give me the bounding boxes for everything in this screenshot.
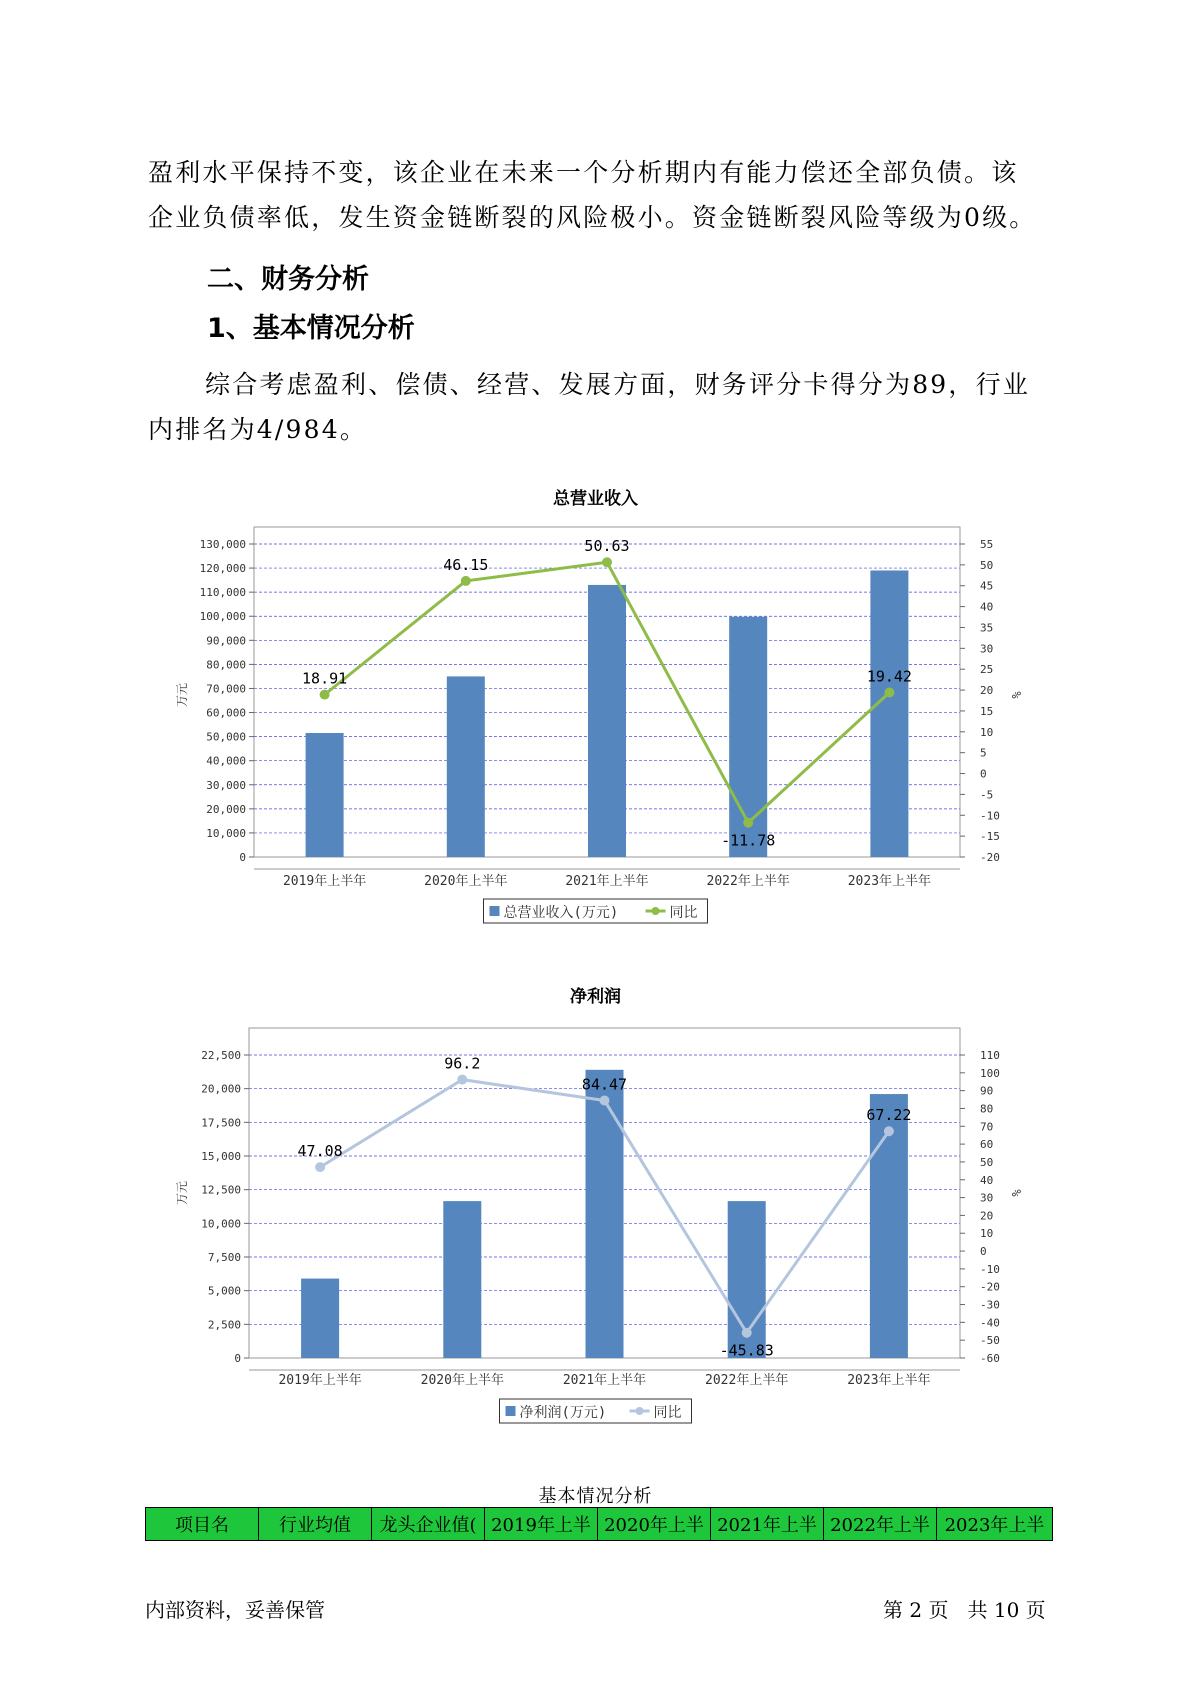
bar — [586, 1070, 624, 1358]
x-tick-label: 2023年上半年 — [847, 874, 932, 889]
legend-line-label: 同比 — [669, 905, 698, 921]
y2-tick-label: 70 — [980, 1120, 994, 1134]
line-point — [457, 1075, 467, 1085]
bar — [301, 1279, 339, 1358]
footer-left: 内部资料，妥善保管 — [145, 1598, 325, 1622]
y-tick-label: 0 — [239, 851, 246, 864]
y2-tick-label: 35 — [980, 621, 994, 635]
y2-tick-label: 110 — [980, 1049, 1000, 1062]
data-label: -11.78 — [721, 831, 776, 850]
y-tick-label: 120,000 — [199, 562, 246, 576]
y-tick-label: 0 — [234, 1352, 241, 1365]
y2-tick-label: 60 — [980, 1138, 994, 1152]
y2-tick-label: -20 — [980, 1280, 1000, 1294]
y2-tick-label: -5 — [980, 788, 994, 802]
table-header-cell: 2019年上半 — [485, 1508, 598, 1541]
y-tick-label: 70,000 — [206, 682, 246, 696]
bar — [588, 585, 626, 857]
data-label: -45.83 — [719, 1341, 774, 1360]
y-axis-label: 万元 — [175, 1180, 189, 1206]
y2-tick-label: 20 — [980, 1209, 994, 1223]
y-tick-label: 5,000 — [207, 1284, 241, 1298]
y2-tick-label: 40 — [980, 600, 994, 614]
data-label: 84.47 — [581, 1075, 628, 1094]
bar — [443, 1201, 481, 1358]
y-axis-label: 万元 — [175, 682, 189, 708]
table-header-cell: 2023年上半 — [937, 1508, 1053, 1541]
y2-axis-label: % — [1009, 691, 1023, 699]
y2-tick-label: 10 — [980, 725, 994, 739]
y2-axis-label: % — [1009, 1189, 1023, 1197]
line-point — [884, 1126, 894, 1136]
y2-tick-label: 55 — [980, 538, 994, 551]
y-tick-label: 20,000 — [206, 802, 246, 816]
y2-tick-label: -30 — [980, 1298, 1000, 1312]
x-tick-label: 2020年上半年 — [420, 1373, 504, 1388]
data-label: 67.22 — [866, 1106, 912, 1125]
table-header-cell: 项目名 — [146, 1508, 259, 1541]
y2-tick-label: -20 — [980, 851, 1000, 864]
table-header-cell: 2022年上半 — [824, 1508, 937, 1541]
legend-bar-swatch — [506, 1406, 516, 1416]
legend-line-label: 同比 — [653, 1405, 682, 1421]
y-tick-label: 50,000 — [206, 730, 246, 744]
y-tick-label: 110,000 — [199, 586, 246, 600]
y-tick-label: 17,500 — [201, 1116, 241, 1130]
basic-analysis-table — [145, 1507, 1053, 1541]
table-caption: 基本情况分析 — [538, 1486, 653, 1507]
section-heading: 二、财务分析 — [207, 264, 369, 295]
table-header-cell: 龙头企业值( — [372, 1508, 485, 1541]
x-tick-label: 2022年上半年 — [705, 1373, 789, 1388]
bar — [447, 676, 485, 857]
line-point — [743, 818, 753, 828]
y-tick-label: 100,000 — [199, 610, 246, 624]
x-tick-label: 2021年上半年 — [565, 874, 649, 889]
y-tick-label: 30,000 — [206, 778, 246, 792]
y-tick-label: 60,000 — [206, 706, 246, 720]
y2-tick-label: 100 — [980, 1066, 1000, 1080]
footer-page-number: 第 2 页 共 10 页 — [883, 1598, 1046, 1622]
net-profit-chart — [0, 1003, 1191, 1433]
y2-tick-label: -15 — [980, 830, 1000, 844]
y-tick-label: 2,500 — [207, 1318, 241, 1332]
data-label: 46.15 — [443, 555, 489, 574]
y2-tick-label: -10 — [980, 1262, 1000, 1276]
x-tick-label: 2020年上半年 — [424, 874, 508, 889]
legend-bar-label: 总营业收入(万元) — [503, 905, 619, 921]
line-point — [320, 690, 330, 700]
y-tick-label: 90,000 — [206, 634, 246, 648]
y2-tick-label: 50 — [980, 1155, 994, 1169]
data-label: 50.63 — [584, 537, 630, 556]
line-point — [315, 1162, 325, 1172]
paragraph-line: 综合考虑盈利、偿债、经营、发展方面，财务评分卡得分为89，行业 — [205, 370, 1031, 399]
chart-title-revenue: 总营业收入 — [553, 489, 638, 509]
y2-tick-label: -60 — [980, 1352, 1000, 1365]
line-point — [600, 1096, 610, 1106]
y2-tick-label: 90 — [980, 1084, 994, 1098]
paragraph-line: 内排名为4/984。 — [148, 415, 368, 444]
x-tick-label: 2022年上半年 — [706, 874, 790, 889]
y2-tick-label: 15 — [980, 704, 994, 718]
bar — [870, 570, 908, 857]
y-tick-label: 40,000 — [206, 754, 246, 768]
y-tick-label: 20,000 — [201, 1082, 241, 1096]
subsection-heading: 1、基本情况分析 — [207, 313, 415, 344]
table-header-cell: 2020年上半 — [598, 1508, 711, 1541]
y-tick-label: 7,500 — [207, 1251, 241, 1264]
y2-tick-label: 40 — [980, 1173, 994, 1187]
y-tick-label: 10,000 — [201, 1217, 241, 1231]
y2-tick-label: -10 — [980, 809, 1000, 823]
paragraph-line: 盈利水平保持不变，该企业在未来一个分析期内有能力偿还全部负债。该 — [148, 158, 1019, 187]
y2-tick-label: 20 — [980, 684, 994, 698]
table-header-cell: 2021年上半 — [711, 1508, 824, 1541]
data-label: 47.08 — [297, 1142, 343, 1161]
legend-line-marker — [652, 907, 660, 915]
chart-title-net-profit: 净利润 — [570, 987, 621, 1007]
legend-bar-swatch — [490, 906, 500, 916]
legend-bar-label: 净利润(万元) — [519, 1405, 607, 1421]
y-tick-label: 22,500 — [201, 1049, 241, 1062]
y2-tick-label: 45 — [980, 579, 994, 593]
y2-tick-label: 5 — [980, 746, 987, 760]
y2-tick-label: -50 — [980, 1334, 1000, 1348]
x-tick-label: 2021年上半年 — [562, 1373, 647, 1388]
data-label: 18.91 — [302, 669, 348, 688]
line-point — [742, 1328, 752, 1338]
data-label: 96.2 — [444, 1054, 481, 1073]
table-header-cell: 行业均值 — [259, 1508, 372, 1541]
y2-tick-label: -40 — [980, 1316, 1000, 1330]
y-tick-label: 10,000 — [206, 826, 246, 840]
y2-tick-label: 30 — [980, 642, 994, 656]
bar — [306, 733, 344, 857]
x-tick-label: 2019年上半年 — [278, 1373, 362, 1388]
y-tick-label: 80,000 — [206, 658, 246, 672]
data-label: 19.42 — [866, 667, 912, 686]
line-point — [884, 687, 894, 697]
y2-tick-label: 25 — [980, 663, 994, 677]
y-tick-label: 12,500 — [201, 1183, 241, 1197]
y2-tick-label: 80 — [980, 1102, 994, 1116]
revenue-chart — [0, 505, 1191, 935]
y2-tick-label: 30 — [980, 1191, 994, 1205]
paragraph-line: 企业负债率低，发生资金链断裂的风险极小。资金链断裂风险等级为0级。 — [148, 203, 1037, 232]
y-tick-label: 15,000 — [201, 1150, 241, 1163]
table-header-row — [146, 1508, 1053, 1541]
x-tick-label: 2023年上半年 — [847, 1373, 931, 1388]
y2-tick-label: 10 — [980, 1227, 994, 1241]
y2-tick-label: 50 — [980, 558, 994, 572]
y2-tick-label: 0 — [980, 1245, 987, 1259]
line-point — [461, 576, 471, 586]
x-tick-label: 2019年上半年 — [282, 874, 367, 889]
y-tick-label: 130,000 — [199, 538, 246, 551]
line-point — [602, 557, 612, 567]
legend-line-marker — [636, 1407, 644, 1415]
y2-tick-label: 0 — [980, 767, 987, 781]
